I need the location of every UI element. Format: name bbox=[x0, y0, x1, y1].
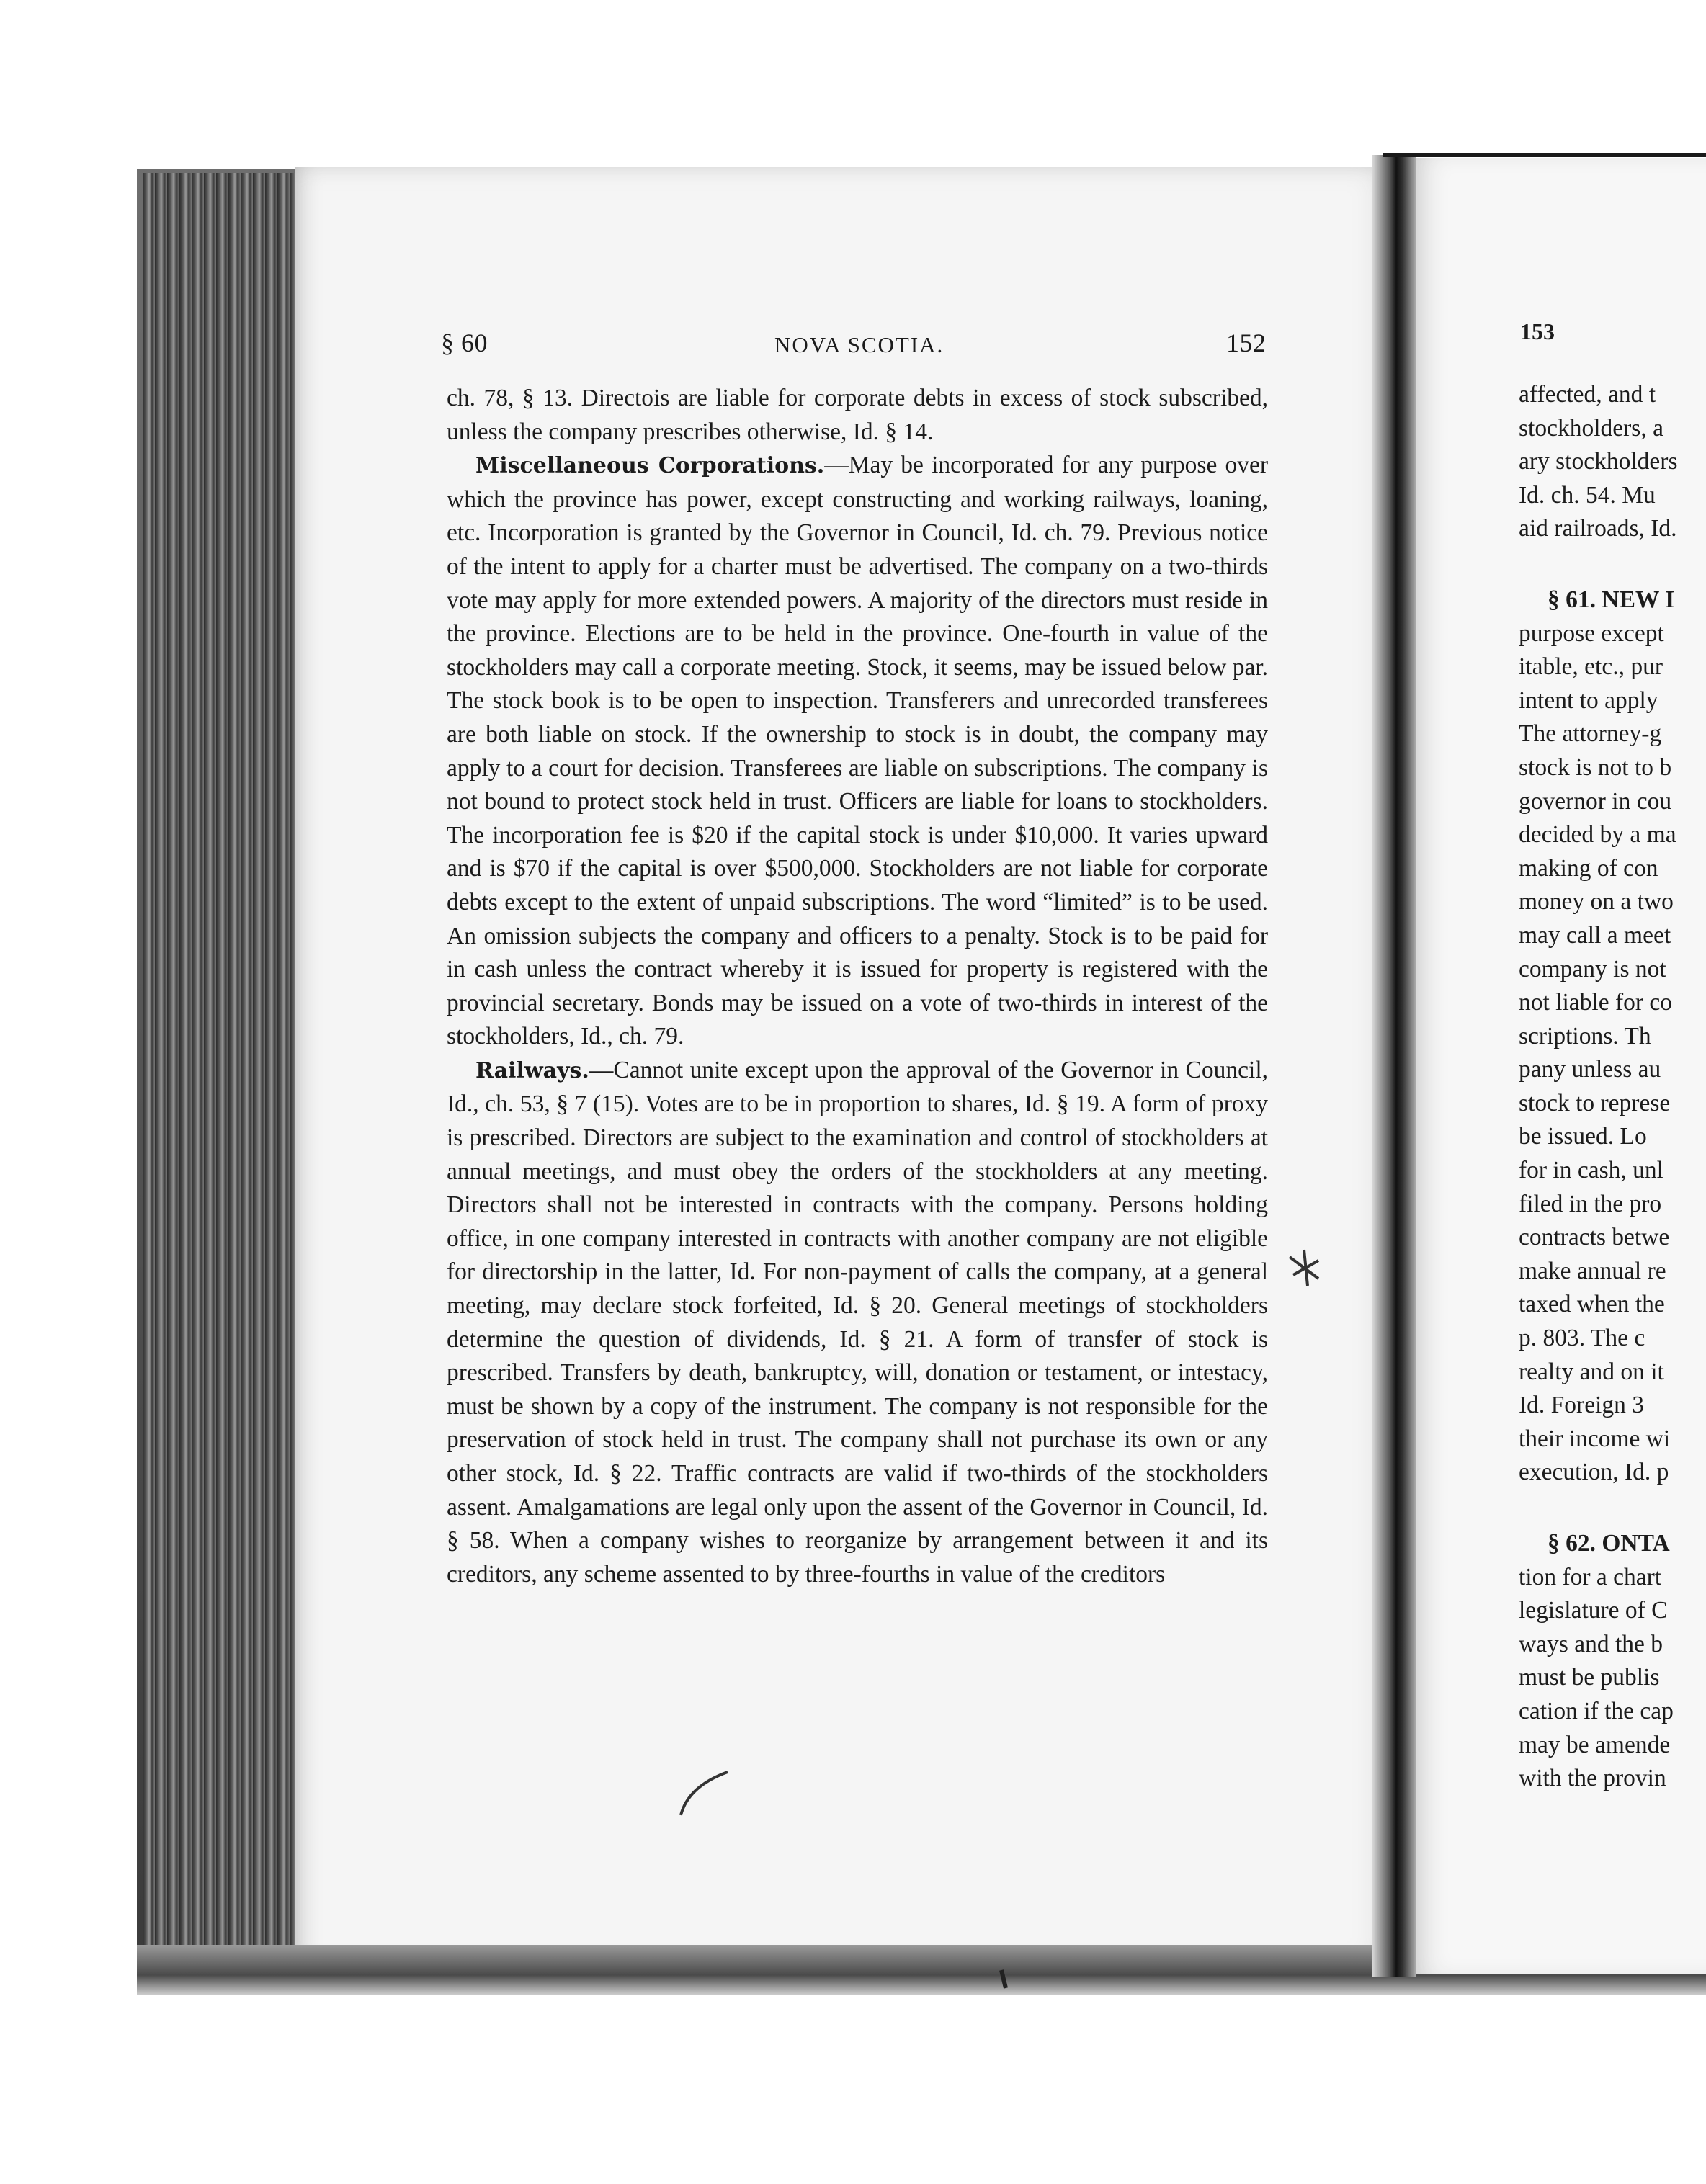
right-line: their income wi bbox=[1519, 1425, 1671, 1452]
book-gutter bbox=[1372, 155, 1416, 1977]
right-line: stockholders, a bbox=[1519, 414, 1663, 442]
right-line: decided by a ma bbox=[1519, 821, 1676, 849]
right-line: taxed when the bbox=[1519, 1291, 1665, 1318]
right-line: ways and the b bbox=[1519, 1630, 1663, 1657]
section-62-heading: § 62. ONTA bbox=[1548, 1530, 1670, 1557]
right-line: may call a meet bbox=[1519, 921, 1671, 949]
right-line: Id. ch. 54. Mu bbox=[1519, 481, 1656, 509]
right-line: money on a two bbox=[1519, 888, 1674, 916]
page-edges bbox=[143, 173, 301, 1988]
right-line: realty and on it bbox=[1519, 1358, 1664, 1385]
page-top-edge bbox=[1383, 153, 1706, 157]
right-line: affected, and t bbox=[1519, 381, 1656, 408]
section-number: § 60 bbox=[441, 328, 488, 357]
right-line: execution, Id. p bbox=[1519, 1459, 1669, 1486]
right-line: company is not bbox=[1519, 955, 1666, 983]
section-gap bbox=[1519, 546, 1706, 583]
right-line: contracts betwe bbox=[1519, 1224, 1670, 1251]
heading-railways: Railways. bbox=[475, 1057, 589, 1083]
right-line: The attorney-g bbox=[1519, 720, 1662, 748]
right-line: legislature of C bbox=[1519, 1597, 1668, 1624]
right-line: stock to represe bbox=[1519, 1089, 1671, 1116]
paragraph-railways-text: —Cannot unite except upon the approval of the Governor in Council, Id., ch. 53, § 7 (15). Votes are to be in proportion to shares, Id. § 19. A form of proxy is prescribed. Directors are subject to the examination and control of stockholders at annual meetings, and must obey the orders of the stockholders at any meeting. Directors shall not be interested in contracts with the company. Persons holding office, in one company interested in contracts with another company are not eligible for directorship in the latter, Id. For non-payment of calls the company, at a general meeting, may declare stock forfeited, Id. § 20. General meetings of stockholders determine the question of dividends, Id. § 21. A form of transfer of stock is prescribed. Transfers by death, bankruptcy, will, donation or testament, or intestacy, must be shown by a copy of the instrument. The company is not responsible for the preservation of stock held in trust. The company shall not purchase its own or any other stock, Id. § 22. Traffic contracts are valid if two-thirds of the stockholders assent. Amalgamations are legal only upon the assent of the Governor in Council, Id. § 58. When a company wishes to reorganize by arrangement between it and its creditors, any scheme assented to by three-fourths in value of the creditors bbox=[447, 1056, 1268, 1588]
right-line: for in cash, unl bbox=[1519, 1157, 1663, 1184]
heading-miscellaneous-corporations: Miscellaneous Corporations. bbox=[475, 453, 825, 479]
right-line: be issued. Lo bbox=[1519, 1123, 1647, 1150]
right-line: stock is not to b bbox=[1519, 753, 1672, 781]
page-number-left: 152 bbox=[1226, 328, 1267, 357]
section-61-heading: § 61. NEW I bbox=[1548, 586, 1675, 613]
right-line: scriptions. Th bbox=[1519, 1022, 1651, 1050]
right-line: with the provin bbox=[1519, 1765, 1666, 1792]
right-line: pany unless au bbox=[1519, 1056, 1661, 1083]
right-line: cation if the cap bbox=[1519, 1697, 1674, 1724]
right-line: ary stockholders bbox=[1519, 448, 1678, 475]
left-page-body bbox=[447, 382, 1268, 1591]
right-line: not liable for co bbox=[1519, 989, 1673, 1016]
right-line: governor in cou bbox=[1519, 787, 1672, 815]
right-line: tion for a chart bbox=[1519, 1563, 1662, 1590]
right-line: must be publis bbox=[1519, 1664, 1660, 1691]
right-line: aid railroads, Id. bbox=[1519, 515, 1677, 542]
right-line: purpose except bbox=[1519, 619, 1664, 647]
right-line: filed in the pro bbox=[1519, 1190, 1662, 1217]
page-number-right: 153 bbox=[1520, 318, 1555, 344]
paragraph-railways bbox=[447, 1054, 1268, 1592]
right-line: itable, etc., pur bbox=[1519, 653, 1663, 681]
paragraph-miscellaneous bbox=[447, 449, 1268, 1054]
right-line: Id. Foreign 3 bbox=[1519, 1392, 1644, 1419]
running-title: NOVA SCOTIA. bbox=[774, 332, 944, 357]
right-line: intent to apply bbox=[1519, 686, 1658, 714]
right-line: may be amende bbox=[1519, 1731, 1671, 1758]
paragraph-miscellaneous-text: —May be incorporated for any purpose over which the province has power, except constructing and working railways, loaning, etc. Incorporation is granted by the Governor in Council, Id. ch. 79. Previous notice of the intent to apply for a charter must be advertised. The company on a two-thirds vote may apply for more extended powers. A majority of the directors must reside in the province. Elections are to be held in the province. One-fourth in value of the stockholders may call a corporate meeting. Stock, it seems, may be issued below par. The stock book is to be open to inspection. Transferers and unrecorded transferees are both liable on stock. If the ownership to stock is in doubt, the company may apply to a court for decision. Transferees are liable on subscriptions. The company is not bound to protect stock held in trust. Officers are liable for loans to stockholders. The incorporation fee is $20 if the capital stock is under $10,000. It varies upward and is $70 if the capital is over $500,000. Stockholders are not liable for corporate debts except to the extent of unpaid subscriptions. The word “limited” is to be used. An omission subjects the company and officers to a penalty. Stock is to be paid for in cash unless the contract whereby it is issued for property is registered with the provincial secretary. Bonds may be issued on a vote of two-thirds in interest of the stockholders, Id., ch. 79. bbox=[447, 452, 1268, 1050]
right-line: make annual re bbox=[1519, 1257, 1666, 1284]
paragraph-1: ch. 78, § 13. Directois are liable for corporate debts in excess of stock subscribed, unless the company prescribes otherwise, Id. § 14. bbox=[447, 385, 1268, 445]
right-page-body bbox=[1519, 378, 1706, 1796]
right-line: p. 803. The c bbox=[1519, 1325, 1645, 1352]
section-gap bbox=[1519, 1490, 1706, 1527]
right-line: making of con bbox=[1519, 854, 1658, 882]
